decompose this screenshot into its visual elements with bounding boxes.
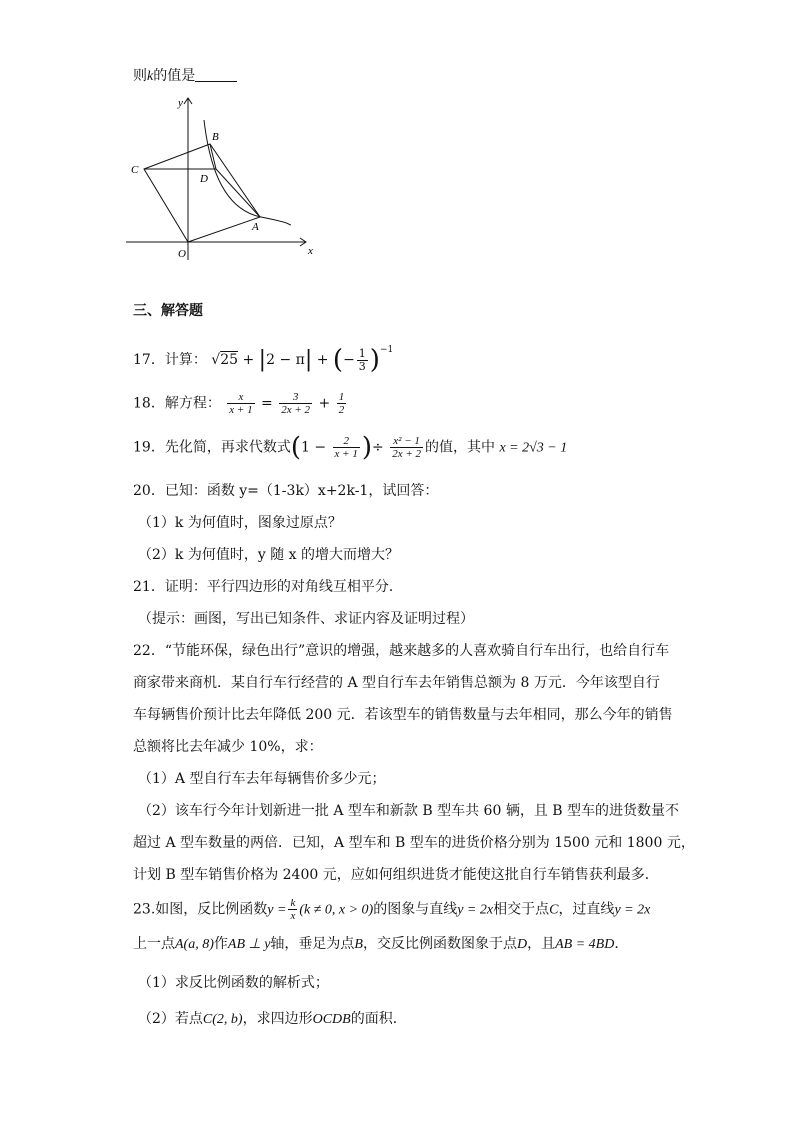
label-x: x — [308, 245, 313, 257]
q22-part-1: （1）A 型自行车去年每辆售价多少元； — [138, 771, 386, 787]
q20-part-2: （2）k 为何值时，y 随 x 的增大而增大？ — [138, 547, 399, 563]
q23-mid3: ，过直线 — [558, 901, 615, 918]
section-heading: 三、解答题 — [133, 303, 203, 319]
label-a: A — [252, 221, 259, 233]
q23-l2c: 轴，垂足为点 — [270, 936, 355, 952]
abs-content: 2 − π — [266, 352, 305, 368]
q23-l2e: ，且 — [527, 936, 556, 952]
q23-prefix: 23.如图，反比例函数 — [133, 901, 268, 918]
label-c: C — [131, 164, 139, 176]
q17-num: 1 — [358, 346, 366, 360]
question-19: 19．先化简，再求代数式(1 − $\frac{2}{x + 1}$ )÷ $\frac{\text{x² − 1}}{2x + 2}$ 的值，其中 x = 2√3 − 1 — [133, 432, 568, 463]
q19-frac1-den: x + 1 — [334, 448, 358, 460]
q23-point-b: B — [354, 937, 363, 952]
q23-line-2 — [133, 934, 628, 955]
label-o: O — [178, 248, 186, 260]
segment-da — [216, 169, 260, 217]
sqrt-radicand: 25 — [220, 352, 239, 368]
q23-mid: 的图象与直线 — [373, 901, 458, 918]
q21-hint: （提示：画图，写出已知条件、求证内容及证明过程） — [138, 611, 474, 627]
q22-part-2-line-2: 超过 A 型车数量的两倍．已知，A 型车和 B 型车的进货价格分别为 1500 元和 1800 元， — [133, 835, 695, 851]
q19-tail: 的值，其中 — [425, 439, 495, 456]
q22-line-4: 总额将比去年减少 10%，求： — [133, 739, 323, 755]
answer-prompt-line — [133, 66, 237, 87]
abs-bar-right: | — [304, 347, 313, 372]
q23-point-c-coord: C(2, b) — [202, 1012, 243, 1027]
q18-frac1-den: x + 1 — [229, 404, 253, 416]
q22-part-2-line-1: （2）该车行今年计划新进一批 A 型车和新款 B 型车共 60 辆，且 B 型车的进货数量不 — [138, 803, 680, 819]
q23-p2a: （2）若点 — [138, 1011, 203, 1027]
q23-line-eq-2: y = 2x — [614, 902, 651, 918]
q18-frac-1 — [227, 391, 254, 416]
q22-part-2-line-3: 计划 B 型车销售价格为 2400 元，应如何组织进货才能使这批自行车销售获利最多． — [133, 867, 659, 883]
label-y: y — [178, 97, 183, 109]
answer-blank[interactable] — [195, 67, 237, 82]
k-symbol: k — [147, 69, 154, 84]
q23-part-1: （1）求反比例函数的解析式； — [138, 975, 329, 991]
q23-condition: (k ≠ 0, x > 0) — [299, 902, 374, 918]
q19-frac1-num: 2 — [333, 435, 360, 448]
q18-label: 18．解方程： — [133, 395, 221, 412]
q23-line-1 — [133, 897, 650, 922]
label-b: B — [212, 131, 219, 143]
q23-l2b: 作 — [213, 936, 228, 952]
q17-fraction — [357, 348, 368, 373]
q19-frac2-den: 2x + 2 — [392, 448, 421, 460]
q23-part-2 — [138, 1009, 407, 1030]
question-21: 21．证明：平行四边形的对角线互相平分． — [133, 579, 403, 595]
q23-fn: y = — [267, 902, 287, 918]
q18-frac2-num: 3 — [279, 391, 312, 404]
q23-l2d: ，交反比例函数图象于点 — [362, 936, 517, 952]
q23-l2f: ． — [614, 936, 629, 952]
question-20: 20．已知：函数 y=（1-3k）x+2k-1，试回答： — [133, 483, 439, 499]
paren-right: ) — [369, 345, 380, 375]
q19-paren-right: ) — [361, 432, 372, 463]
q23-perp: AB ⊥ y — [227, 937, 271, 952]
q18-frac-3 — [337, 391, 347, 416]
q22-line-1: 22．“节能环保，绿色出行”意识的增强，越来越多的人喜欢骑自行车出行，也给自行车 — [133, 643, 670, 659]
q18-frac2-den: 2x + 2 — [281, 404, 311, 416]
q23-point-c: C — [549, 902, 559, 918]
q23-quad: OCDB — [312, 1012, 351, 1027]
q19-value: x = 2√3 − 1 — [499, 440, 568, 456]
q20-part-1: （1）k 为何值时，图象过原点？ — [138, 515, 342, 531]
paren-left: ( — [332, 345, 344, 375]
q23-x: x — [290, 910, 296, 922]
q19-frac-1 — [333, 435, 360, 460]
q23-p2c: 的面积． — [350, 1011, 407, 1027]
q18-frac-2 — [279, 391, 312, 416]
q23-k-over-x — [288, 897, 297, 922]
q18-frac1-num: x — [227, 391, 254, 404]
q23-line-eq: y = 2x — [457, 902, 494, 918]
q19-label: 19．先化简，再求代数式 — [133, 439, 291, 456]
q19-paren-left: ( — [290, 432, 301, 463]
question-17: 17．计算： √25 + |2 − π| + (− $\frac{1}{3}$ )$^{-1}$ — [133, 345, 394, 375]
label-d: D — [200, 173, 208, 185]
q18-frac3-den: 2 — [338, 404, 345, 416]
abs-bar-left: | — [258, 347, 267, 372]
q19-frac-2 — [390, 435, 423, 460]
q23-point-a: A(a, 8) — [175, 937, 214, 952]
q22-line-2: 商家带来商机．某自行车行经营的 A 型自行车去年销售总额为 8 万元．今年该型自行 — [133, 675, 660, 691]
question-18: 18．解方程： $\frac{x}{x + 1}$ = $\frac{3}{2x + 2}$ + $\frac{1}{2}$ — [133, 391, 345, 416]
q22-line-3: 车每辆售价预计比去年降低 200 元．若该型车的销售数量与去年相同，那么今年的销售 — [133, 707, 673, 723]
q18-frac3-num: 1 — [338, 391, 345, 403]
q17-den: 3 — [358, 359, 366, 373]
sqrt-expr: √25 — [211, 352, 239, 368]
prompt-suffix: 的值是 — [153, 68, 196, 84]
q19-frac2-num: x² − 1 — [390, 435, 423, 448]
q23-mid2: 相交于点 — [493, 901, 550, 918]
q17-exponent: −1 — [379, 345, 394, 355]
q23-point-d: D — [516, 937, 528, 952]
q17-label: 17．计算： — [133, 352, 207, 368]
coordinate-figure — [126, 92, 326, 262]
q23-p2b: ，求四边形 — [242, 1011, 313, 1027]
prompt-prefix: 则 — [133, 68, 147, 84]
parallelogram-cbao — [144, 144, 260, 242]
q23-k: k — [290, 897, 296, 909]
q23-ab-eq: AB = 4BD — [555, 937, 615, 952]
q23-l2a: 上一点 — [133, 936, 175, 952]
